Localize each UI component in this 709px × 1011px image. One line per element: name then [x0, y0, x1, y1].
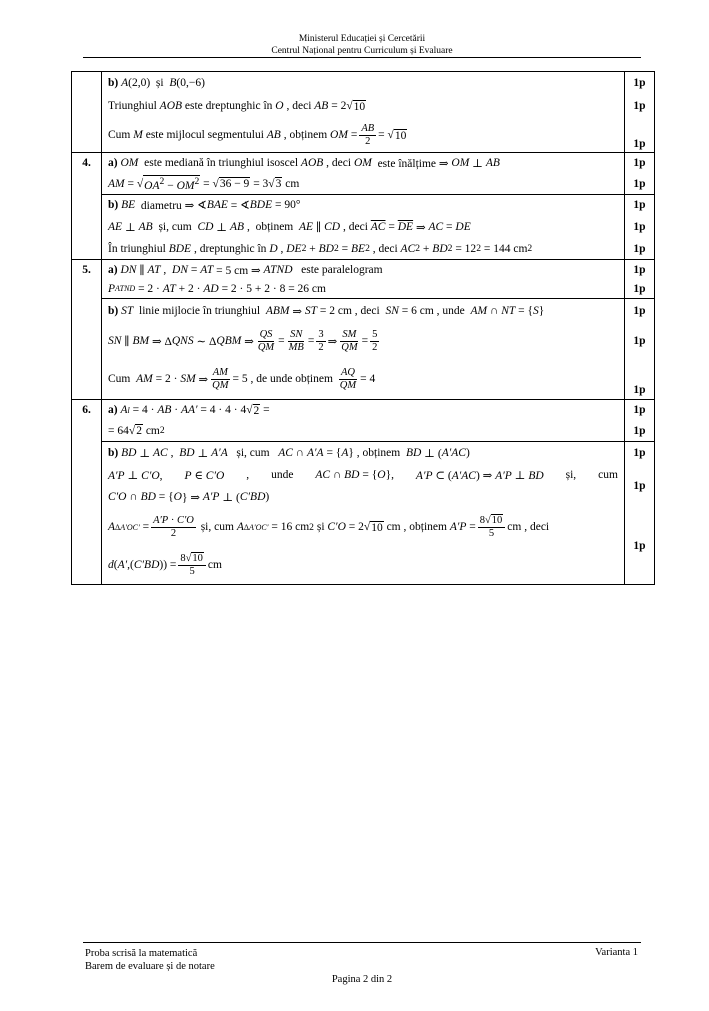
solution-line: AM = √ $OA^2 - OM^2$ = √ 36 − 9 = 3√ 3 cm [108, 176, 300, 192]
table-row [72, 400, 655, 442]
points-cell [625, 442, 655, 585]
item-number: 5. [72, 260, 102, 400]
ministry-name: Ministerul Educației și Cercetării [298, 34, 426, 44]
page-number: Pagina 2 din 2 [331, 974, 393, 985]
points-cell [625, 72, 655, 153]
points-value: 1p [633, 404, 646, 416]
points-cell [625, 400, 655, 442]
solution-line: = 64√ 2 cm 2 [108, 424, 165, 437]
solution-line: A ΔA′OC′ = $\frac{A'P \cdot C'O}{2}$ și, cum A ΔA′OC′ = 16 cm 2 și C′O = 2√ 10 cm , obținem A′P = $\frac{8√10}{5}$ cm , deci [108, 514, 550, 539]
table-row [72, 72, 655, 153]
points-value: 1p [633, 157, 646, 169]
points-value: 1p [633, 282, 646, 295]
points-value: 1p [633, 100, 646, 112]
table-row [72, 260, 655, 299]
points-value: 1p [633, 480, 646, 492]
solution-line: b) BE diametru ⇒ ∢ BAE = ∢ BDE = 90° [108, 199, 301, 212]
footer-info [85, 947, 215, 973]
solution-line: P ATND = 2 · AT + 2 · AD = 2 · 5 + 2 · 8 = 26 cm [108, 282, 326, 295]
solution-line: a) OM este mediană în triunghiul isoscel AOB , deci OM este înălțime ⇒ OM ⊥ AB [108, 157, 500, 170]
points-value: 1p [633, 384, 646, 396]
solution-line: Triunghiul AOB este dreptunghic în O , deci AB = 2√ 10 [108, 100, 366, 113]
points-value: 1p [633, 447, 646, 459]
points-value: 1p [633, 220, 646, 233]
solution-cell [102, 195, 625, 260]
points-cell [625, 260, 655, 299]
solution-cell [102, 153, 625, 195]
points-value: 1p [633, 540, 646, 552]
points-value: 1p [633, 263, 646, 276]
solution-line: A′P ⊥ C′O, P ∈ C′O , unde AC ∩ BD = {O}, A′P ⊂ (A′AC) ⇒ A′P ⊥ BD și, cum [108, 469, 618, 482]
points-value: 1p [633, 242, 646, 255]
solution-line: C′O ∩ BD = { O } ⇒ A′P ⊥ ( C′BD ) [108, 491, 270, 504]
points-value: 1p [633, 335, 646, 347]
grading-table [71, 71, 655, 585]
points-cell [625, 153, 655, 195]
solution-line: b) BD ⊥ AC , BD ⊥ A′A și, cum AC ∩ A′A = { A } , obținem BD ⊥ ( A′AC ) [108, 447, 470, 460]
document-type: Barem de evaluare și de notare [85, 961, 215, 972]
solution-line: SN ∥ BM ⇒ Δ QNS ∼ Δ QBM ⇒ $\frac{QS}{QM}$ = $\frac{SN}{MB}$ = $\frac{3}{2}$ ⇒ $\frac{SM}{QM}$ = $\frac{5}{2}$ [108, 328, 378, 353]
points-value: 1p [633, 305, 646, 317]
solution-line: AE ⊥ AB și, cum CD ⊥ AB , obținem AE ∥ CD , deci $\overline{AC}$ = $\overline{DE}$ ⇒ AC = DE [108, 220, 471, 234]
page-header [83, 33, 641, 57]
header-divider [83, 57, 641, 58]
solution-line: Cum AM = 2 · SM ⇒ $\frac{AM}{QM}$ = 5 , de unde obținem $\frac{AQ}{QM}$ = 4 [108, 366, 376, 391]
solution-line: Cum M este mijlocul segmentului AB , obținem OM = $\frac{AB}{2}$ = √ 10 [108, 122, 407, 147]
points-value: 1p [633, 424, 646, 437]
points-value: 1p [633, 177, 646, 190]
variant-label: Varianta 1 [595, 947, 638, 958]
points-value: 1p [633, 199, 646, 211]
table-row [72, 195, 655, 260]
solution-line: b) ST linie mijlocie în triunghiul ABM ⇒ ST = 2 cm , deci SN = 6 cm , unde AM ∩ NT = { S } [108, 305, 545, 318]
item-number: 4. [72, 153, 102, 260]
solution-line: d ( A′ ,( C′BD )) = $\frac{8√10}{5}$ cm [108, 552, 222, 577]
points-value: 1p [633, 77, 646, 89]
points-value: 1p [633, 138, 646, 150]
solution-line: a) A l = 4 · AB · AA′ = 4 · 4 · 4√ 2 = [108, 404, 270, 417]
solution-line: a) DN ∥ AT , DN = AT = 5 cm ⇒ ATND este paralelogram [108, 263, 383, 277]
item-number [72, 72, 102, 153]
footer-divider [83, 942, 641, 943]
solution-cell [102, 299, 625, 400]
center-name: Centrul Național pentru Curriculum și Evaluare [271, 46, 453, 56]
table-row [72, 153, 655, 195]
solution-line: b) A (2,0) și B (0,−6) [108, 77, 205, 89]
exam-subject: Proba scrisă la matematică [85, 948, 198, 959]
solution-cell [102, 72, 625, 153]
table-row [72, 299, 655, 400]
points-cell [625, 299, 655, 400]
solution-cell [102, 400, 625, 442]
points-cell [625, 195, 655, 260]
solution-cell [102, 260, 625, 299]
solution-cell [102, 442, 625, 585]
table-row [72, 442, 655, 585]
item-number: 6. [72, 400, 102, 585]
solution-line: În triunghiul BDE , dreptunghic în D , DE 2 + BD 2 = BE 2 , deci AC 2 + BD 2 = 12 2 = 144 cm 2 [108, 242, 533, 255]
